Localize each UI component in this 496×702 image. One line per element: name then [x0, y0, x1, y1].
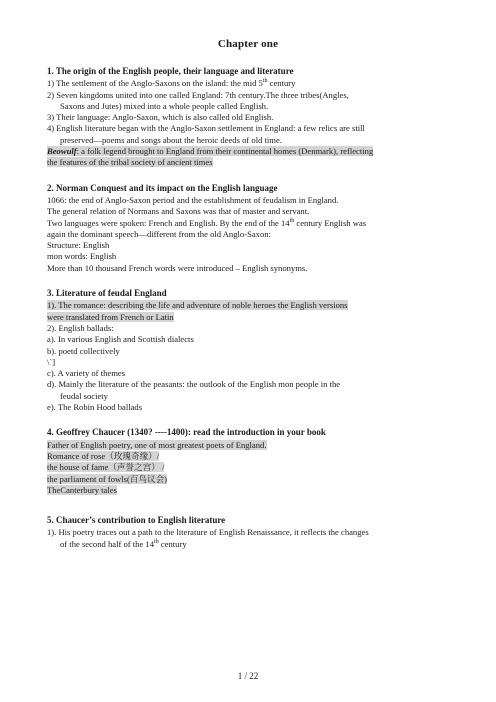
text-line: 3) Their language: Anglo-Saxon, which is also called old English.	[47, 112, 274, 123]
text-line: again the dominant speech—different from the old Anglo-Saxon:	[47, 228, 271, 239]
section-heading-2: 2. Norman Conquest and its impact on the English language	[47, 182, 278, 193]
text-line: of the second half of the 14th century	[60, 538, 187, 549]
highlighted-line: Beowulf: a folk legend brought to England from their continental homes (Denmark), reflecting	[47, 146, 374, 157]
text-line: \`]	[47, 356, 56, 367]
text-line: 2). English ballads:	[47, 322, 114, 333]
text-line: mon words: English	[47, 251, 117, 262]
text-line: Saxons and Jutes) mixed into a whole people called English.	[60, 100, 269, 111]
highlighted-line: Father of English poetry, one of most greatest poets of England.	[47, 439, 267, 450]
text-line: 1). His poetry traces out a path to the literature of English Renaissance, it reflects the changes	[47, 527, 369, 538]
text-line: 1066: the end of Anglo-Saxon period and the establishment of feudalism in England.	[47, 194, 339, 205]
text-line: 2) Seven kingdoms united into one called England: 7th century.The three tribes(Angles,	[47, 89, 349, 100]
highlighted-line: were translated from French or Latin	[47, 311, 174, 322]
highlighted-line: Romance of rose（玫瑰奇缘）/	[47, 450, 160, 461]
document-body	[47, 66, 449, 550]
highlighted-line: the features of the tribal society of ancient times	[47, 157, 213, 168]
highlighted-line: TheCanterbury tales	[47, 484, 117, 495]
text-line: e). The Robin Hood ballads	[47, 402, 143, 413]
text-line: feudal society	[60, 390, 108, 401]
section-heading-3: 3. Literature of feudal England	[47, 288, 167, 299]
chapter-title: Chapter one	[217, 38, 279, 50]
highlighted-line: the parliament of fowls(百鸟议会)	[47, 473, 168, 484]
section-heading-4: 4. Geoffrey Chaucer (1340? ----1400): read the introduction in your book	[47, 427, 326, 438]
text-line: a). In various English and Scottish dialects	[47, 334, 194, 345]
text-line: 1) The settlement of the Anglo-Saxons on the island: the mid 5th century	[47, 78, 296, 89]
text-line: More than 10 thousand French words were introduced – English synonyms.	[47, 262, 308, 273]
text-line: d). Mainly the literature of the peasants: the outlook of the English mon people in the	[47, 379, 341, 390]
page-number: 1 / 22	[237, 671, 259, 681]
section-heading-1: 1. The origin of the English people, their language and literature	[47, 66, 294, 76]
text-line: 4) English literature began with the Anglo-Saxon settlement in England: a few relics are still	[47, 123, 365, 134]
text-line: The general relation of Normans and Saxons was that of master and servant.	[47, 206, 310, 217]
text-line: preserved—poems and songs about the heroic deeds of old time.	[60, 134, 282, 145]
highlighted-line: 1). The romance: describing the life and adventure of noble heroes the English versions	[47, 300, 348, 311]
highlighted-line: the house of fame（声誉之宫） /	[47, 462, 165, 473]
text-line: b). poetd collectively	[47, 345, 120, 356]
text-line: Two languages were spoken: French and English. By the end of the 14th century English was	[47, 217, 367, 228]
section-heading-5: 5. Chaucer’s contribution to English literature	[47, 515, 226, 526]
text-line: Structure: English	[47, 240, 110, 251]
text-line: c). A variety of themes	[47, 368, 126, 379]
